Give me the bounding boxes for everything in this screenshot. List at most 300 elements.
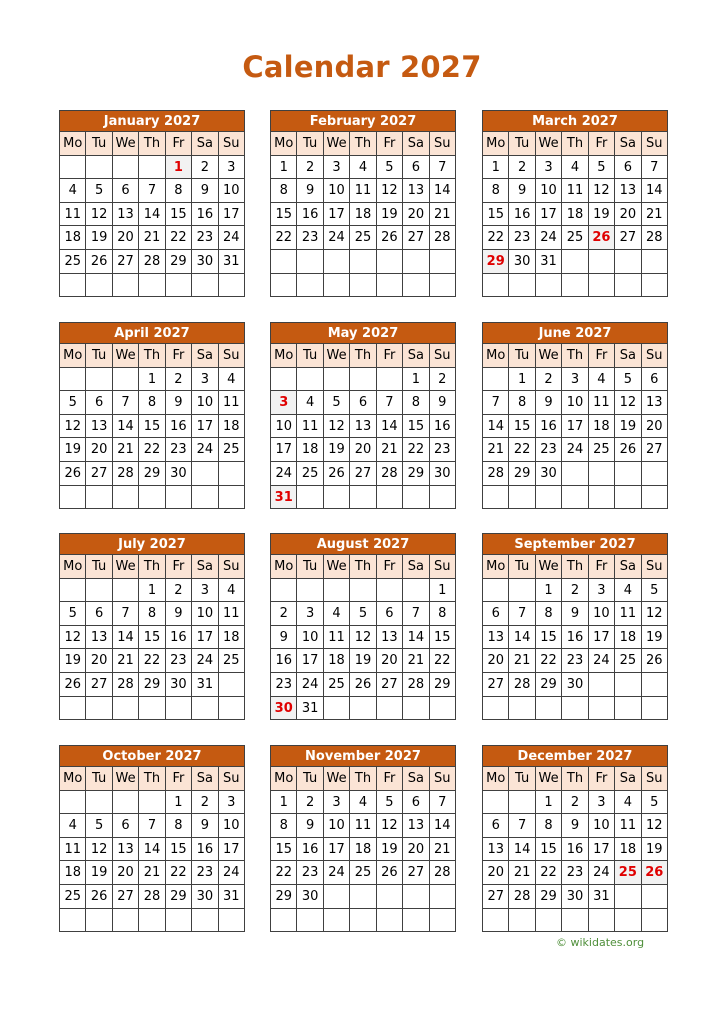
day-cell: 25	[589, 438, 615, 462]
weekday-header: Mo	[483, 767, 509, 791]
weekday-header: We	[536, 555, 562, 579]
weekday-header: Th	[139, 555, 165, 579]
empty-cell	[113, 486, 139, 510]
weekday-header: Mo	[60, 344, 86, 368]
day-cell: 21	[403, 649, 429, 673]
day-cell: 20	[642, 415, 668, 439]
empty-cell	[589, 274, 615, 298]
day-cell: 11	[60, 838, 86, 862]
day-cell: 27	[483, 673, 509, 697]
day-cell: 11	[219, 602, 245, 626]
day-cell: 22	[166, 861, 192, 885]
empty-cell	[324, 250, 350, 274]
empty-cell	[615, 462, 641, 486]
weekday-header: Su	[219, 555, 245, 579]
day-cell: 30	[297, 885, 323, 909]
weekday-header: Tu	[86, 767, 112, 791]
day-cell: 27	[113, 885, 139, 909]
day-cell: 29	[430, 673, 456, 697]
empty-cell	[192, 274, 218, 298]
day-cell: 13	[642, 391, 668, 415]
day-cell: 24	[219, 861, 245, 885]
day-cell: 22	[536, 649, 562, 673]
day-cell: 25	[324, 673, 350, 697]
day-cell: 7	[377, 391, 403, 415]
month-block	[482, 745, 668, 932]
weekday-header: We	[113, 767, 139, 791]
day-cell: 19	[60, 649, 86, 673]
empty-cell	[113, 579, 139, 603]
day-cell: 12	[615, 391, 641, 415]
empty-cell	[60, 909, 86, 933]
empty-cell	[483, 368, 509, 392]
empty-cell	[60, 274, 86, 298]
day-cell: 26	[615, 438, 641, 462]
day-cell: 9	[166, 391, 192, 415]
empty-cell	[509, 909, 535, 933]
day-cell: 12	[377, 814, 403, 838]
month-block	[270, 745, 456, 932]
day-cell: 15	[166, 203, 192, 227]
empty-cell	[271, 909, 297, 933]
day-cell: 8	[430, 602, 456, 626]
day-cell: 18	[562, 203, 588, 227]
day-cell: 19	[589, 203, 615, 227]
weekday-header: Tu	[297, 344, 323, 368]
day-cell: 26	[642, 649, 668, 673]
empty-cell	[86, 368, 112, 392]
month-header: May 2027	[270, 322, 456, 344]
month-header: August 2027	[270, 533, 456, 555]
empty-cell	[377, 909, 403, 933]
day-cell: 8	[509, 391, 535, 415]
weekday-header: Tu	[297, 555, 323, 579]
day-cell: 23	[166, 649, 192, 673]
weekday-header: Th	[139, 132, 165, 156]
month-block	[59, 745, 245, 932]
day-cell: 23	[297, 226, 323, 250]
day-cell: 19	[86, 226, 112, 250]
weekday-header: We	[324, 767, 350, 791]
day-cell: 10	[192, 602, 218, 626]
day-cell: 2	[166, 579, 192, 603]
day-cell: 15	[483, 203, 509, 227]
weekday-header: Su	[430, 344, 456, 368]
empty-cell	[192, 909, 218, 933]
day-cell: 31	[219, 885, 245, 909]
day-cell: 10	[324, 179, 350, 203]
day-cell: 26	[324, 462, 350, 486]
weekday-header: Su	[430, 555, 456, 579]
empty-cell	[86, 156, 112, 180]
empty-cell	[483, 697, 509, 721]
day-cell: 6	[615, 156, 641, 180]
day-cell: 17	[271, 438, 297, 462]
weekday-header: Fr	[589, 132, 615, 156]
empty-cell	[403, 697, 429, 721]
day-cell: 30	[509, 250, 535, 274]
day-cell: 16	[509, 203, 535, 227]
day-cell: 8	[271, 179, 297, 203]
weekday-header: Th	[562, 767, 588, 791]
empty-cell	[271, 368, 297, 392]
month-days-grid	[270, 767, 456, 932]
day-cell: 19	[642, 838, 668, 862]
weekday-header: Fr	[166, 555, 192, 579]
day-cell: 13	[483, 838, 509, 862]
empty-cell	[377, 486, 403, 510]
empty-cell	[642, 673, 668, 697]
empty-cell	[324, 274, 350, 298]
day-cell: 29	[166, 250, 192, 274]
day-cell: 27	[113, 250, 139, 274]
weekday-header: We	[113, 555, 139, 579]
weekday-header: Fr	[377, 767, 403, 791]
day-cell: 24	[589, 861, 615, 885]
day-cell: 5	[324, 391, 350, 415]
empty-cell	[509, 274, 535, 298]
empty-cell	[562, 909, 588, 933]
day-cell: 30	[271, 697, 297, 721]
month-header: November 2027	[270, 745, 456, 767]
day-cell: 19	[377, 203, 403, 227]
day-cell: 13	[403, 814, 429, 838]
day-cell: 16	[297, 203, 323, 227]
month-header: September 2027	[482, 533, 668, 555]
day-cell: 4	[297, 391, 323, 415]
day-cell: 1	[271, 156, 297, 180]
month-block	[59, 322, 245, 509]
day-cell: 13	[350, 415, 376, 439]
day-cell: 6	[483, 814, 509, 838]
day-cell: 6	[403, 791, 429, 815]
empty-cell	[113, 697, 139, 721]
empty-cell	[86, 909, 112, 933]
month-block	[270, 533, 456, 720]
month-days-grid	[59, 132, 245, 297]
day-cell: 21	[430, 838, 456, 862]
empty-cell	[562, 697, 588, 721]
empty-cell	[86, 274, 112, 298]
empty-cell	[403, 274, 429, 298]
empty-cell	[350, 885, 376, 909]
day-cell: 31	[219, 250, 245, 274]
day-cell: 21	[113, 438, 139, 462]
day-cell: 8	[536, 602, 562, 626]
day-cell: 2	[562, 791, 588, 815]
weekday-header: Fr	[589, 555, 615, 579]
weekday-header: Su	[430, 132, 456, 156]
empty-cell	[86, 697, 112, 721]
day-cell: 10	[589, 814, 615, 838]
day-cell: 29	[509, 462, 535, 486]
empty-cell	[615, 909, 641, 933]
weekday-header: Sa	[192, 555, 218, 579]
weekday-header: Tu	[297, 767, 323, 791]
day-cell: 25	[562, 226, 588, 250]
day-cell: 3	[589, 791, 615, 815]
day-cell: 15	[403, 415, 429, 439]
empty-cell	[615, 697, 641, 721]
month-days-grid	[482, 555, 668, 720]
day-cell: 10	[219, 179, 245, 203]
month-block	[59, 110, 245, 297]
weekday-header: Th	[139, 344, 165, 368]
weekday-header: Th	[350, 767, 376, 791]
day-cell: 20	[483, 649, 509, 673]
day-cell: 28	[403, 673, 429, 697]
day-cell: 14	[113, 626, 139, 650]
empty-cell	[615, 673, 641, 697]
weekday-header: Th	[139, 767, 165, 791]
day-cell: 14	[139, 203, 165, 227]
day-cell: 8	[139, 391, 165, 415]
day-cell: 2	[297, 156, 323, 180]
day-cell: 3	[297, 602, 323, 626]
weekday-header: Su	[642, 555, 668, 579]
weekday-header: We	[324, 132, 350, 156]
day-cell: 23	[536, 438, 562, 462]
empty-cell	[483, 579, 509, 603]
day-cell: 30	[192, 250, 218, 274]
day-cell: 9	[536, 391, 562, 415]
day-cell: 11	[350, 814, 376, 838]
empty-cell	[113, 909, 139, 933]
month-block	[270, 110, 456, 297]
day-cell: 9	[430, 391, 456, 415]
day-cell: 16	[430, 415, 456, 439]
day-cell: 21	[139, 861, 165, 885]
day-cell: 7	[483, 391, 509, 415]
empty-cell	[589, 673, 615, 697]
day-cell: 5	[377, 156, 403, 180]
day-cell: 25	[615, 861, 641, 885]
month-header: February 2027	[270, 110, 456, 132]
day-cell: 28	[377, 462, 403, 486]
weekday-header: Su	[219, 344, 245, 368]
day-cell: 6	[483, 602, 509, 626]
day-cell: 1	[509, 368, 535, 392]
empty-cell	[271, 274, 297, 298]
day-cell: 11	[350, 179, 376, 203]
day-cell: 8	[483, 179, 509, 203]
month-block	[482, 110, 668, 297]
day-cell: 24	[589, 649, 615, 673]
day-cell: 28	[139, 250, 165, 274]
day-cell: 27	[483, 885, 509, 909]
day-cell: 8	[536, 814, 562, 838]
day-cell: 4	[562, 156, 588, 180]
weekday-header: Mo	[483, 132, 509, 156]
day-cell: 11	[589, 391, 615, 415]
day-cell: 19	[642, 626, 668, 650]
empty-cell	[536, 909, 562, 933]
day-cell: 16	[192, 203, 218, 227]
empty-cell	[642, 486, 668, 510]
day-cell: 1	[139, 579, 165, 603]
day-cell: 13	[403, 179, 429, 203]
empty-cell	[483, 274, 509, 298]
day-cell: 27	[403, 861, 429, 885]
day-cell: 18	[615, 626, 641, 650]
day-cell: 21	[642, 203, 668, 227]
day-cell: 26	[86, 885, 112, 909]
day-cell: 16	[297, 838, 323, 862]
day-cell: 26	[60, 673, 86, 697]
day-cell: 9	[297, 179, 323, 203]
empty-cell	[509, 791, 535, 815]
empty-cell	[403, 250, 429, 274]
empty-cell	[297, 250, 323, 274]
day-cell: 7	[113, 602, 139, 626]
empty-cell	[166, 274, 192, 298]
day-cell: 27	[642, 438, 668, 462]
empty-cell	[536, 697, 562, 721]
empty-cell	[166, 486, 192, 510]
day-cell: 25	[297, 462, 323, 486]
empty-cell	[139, 156, 165, 180]
day-cell: 10	[271, 415, 297, 439]
day-cell: 6	[86, 391, 112, 415]
weekday-header: Sa	[192, 344, 218, 368]
day-cell: 2	[509, 156, 535, 180]
month-header: December 2027	[482, 745, 668, 767]
empty-cell	[642, 909, 668, 933]
day-cell: 24	[536, 226, 562, 250]
day-cell: 19	[377, 838, 403, 862]
empty-cell	[562, 274, 588, 298]
day-cell: 22	[139, 649, 165, 673]
empty-cell	[86, 579, 112, 603]
day-cell: 11	[219, 391, 245, 415]
day-cell: 27	[403, 226, 429, 250]
weekday-header: Fr	[589, 344, 615, 368]
day-cell: 24	[324, 861, 350, 885]
day-cell: 22	[430, 649, 456, 673]
empty-cell	[60, 579, 86, 603]
day-cell: 5	[615, 368, 641, 392]
day-cell: 31	[297, 697, 323, 721]
empty-cell	[350, 368, 376, 392]
empty-cell	[350, 579, 376, 603]
day-cell: 26	[350, 673, 376, 697]
empty-cell	[166, 697, 192, 721]
day-cell: 23	[297, 861, 323, 885]
day-cell: 29	[139, 673, 165, 697]
day-cell: 12	[324, 415, 350, 439]
empty-cell	[60, 486, 86, 510]
day-cell: 10	[324, 814, 350, 838]
day-cell: 17	[589, 838, 615, 862]
day-cell: 11	[562, 179, 588, 203]
day-cell: 24	[324, 226, 350, 250]
weekday-header: We	[324, 555, 350, 579]
day-cell: 16	[166, 415, 192, 439]
empty-cell	[430, 250, 456, 274]
day-cell: 31	[589, 885, 615, 909]
day-cell: 30	[562, 673, 588, 697]
day-cell: 22	[509, 438, 535, 462]
month-block	[482, 322, 668, 509]
empty-cell	[297, 486, 323, 510]
day-cell: 2	[166, 368, 192, 392]
day-cell: 21	[430, 203, 456, 227]
empty-cell	[589, 250, 615, 274]
day-cell: 6	[642, 368, 668, 392]
weekday-header: Tu	[509, 555, 535, 579]
weekday-header: Sa	[192, 132, 218, 156]
day-cell: 24	[562, 438, 588, 462]
empty-cell	[483, 909, 509, 933]
empty-cell	[377, 885, 403, 909]
weekday-header: Mo	[271, 767, 297, 791]
weekday-header: Fr	[166, 132, 192, 156]
empty-cell	[297, 368, 323, 392]
month-days-grid	[482, 132, 668, 297]
day-cell: 4	[60, 814, 86, 838]
day-cell: 10	[192, 391, 218, 415]
weekday-header: Mo	[271, 344, 297, 368]
empty-cell	[430, 909, 456, 933]
weekday-header: Mo	[60, 767, 86, 791]
empty-cell	[113, 791, 139, 815]
day-cell: 4	[324, 602, 350, 626]
month-header: July 2027	[59, 533, 245, 555]
day-cell: 27	[350, 462, 376, 486]
weekday-header: Sa	[615, 767, 641, 791]
day-cell: 1	[536, 791, 562, 815]
weekday-header: Sa	[615, 555, 641, 579]
day-cell: 26	[642, 861, 668, 885]
empty-cell	[589, 462, 615, 486]
day-cell: 3	[192, 579, 218, 603]
weekday-header: Th	[562, 555, 588, 579]
day-cell: 12	[86, 838, 112, 862]
day-cell: 30	[166, 462, 192, 486]
day-cell: 29	[139, 462, 165, 486]
day-cell: 14	[403, 626, 429, 650]
weekday-header: Tu	[86, 132, 112, 156]
day-cell: 12	[60, 626, 86, 650]
day-cell: 22	[271, 861, 297, 885]
empty-cell	[192, 486, 218, 510]
day-cell: 12	[86, 203, 112, 227]
day-cell: 28	[139, 885, 165, 909]
day-cell: 14	[430, 179, 456, 203]
day-cell: 20	[403, 203, 429, 227]
day-cell: 17	[324, 838, 350, 862]
weekday-header: Sa	[192, 767, 218, 791]
empty-cell	[350, 486, 376, 510]
weekday-header: Th	[350, 555, 376, 579]
weekday-header: Sa	[403, 132, 429, 156]
day-cell: 7	[139, 179, 165, 203]
day-cell: 15	[271, 203, 297, 227]
day-cell: 7	[403, 602, 429, 626]
empty-cell	[615, 885, 641, 909]
day-cell: 15	[271, 838, 297, 862]
day-cell: 8	[139, 602, 165, 626]
month-days-grid	[59, 767, 245, 932]
empty-cell	[350, 697, 376, 721]
weekday-header: Su	[642, 767, 668, 791]
day-cell: 7	[509, 602, 535, 626]
empty-cell	[60, 697, 86, 721]
day-cell: 14	[139, 838, 165, 862]
empty-cell	[219, 673, 245, 697]
day-cell: 18	[615, 838, 641, 862]
day-cell: 8	[403, 391, 429, 415]
